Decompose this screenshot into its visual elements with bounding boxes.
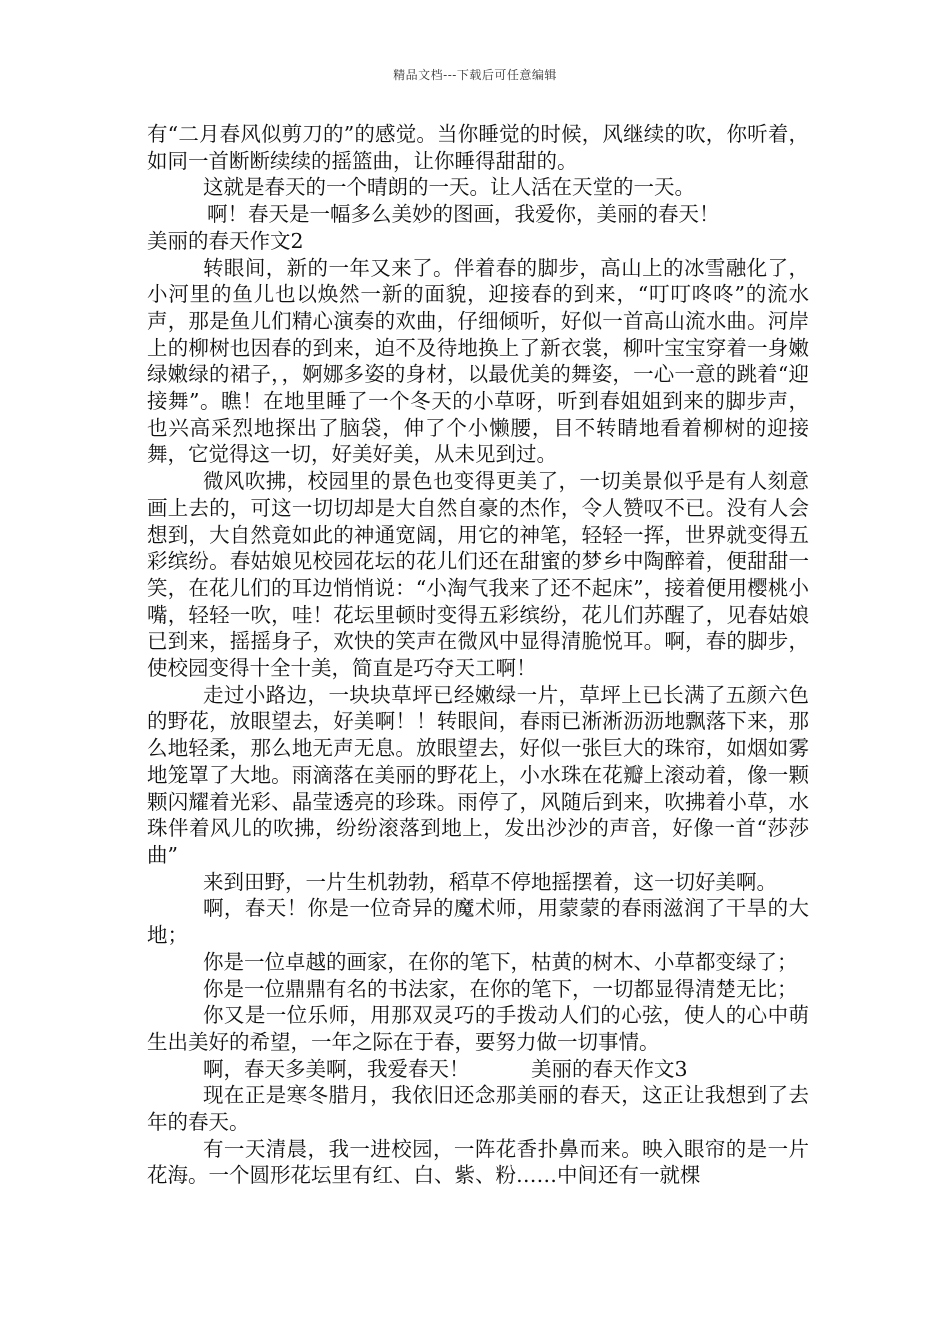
paragraph-musician: 你又是一位乐师，用那双灵巧的手拨动人们的心弦，使人的心中萌生出美好的希望，一年之际在于春，要努力做一切事情。 bbox=[147, 1003, 809, 1054]
paragraph-new-year: 转眼间，新的一年又来了。伴着春的脚步，高山上的冰雪融化了，小河里的鱼儿也以焕然一新的面貌，迎接春的到来，“叮叮咚咚”的流水声，那是鱼儿们精心演奏的欢曲，仔细倾听，好似一首高山流水曲。河岸上的柳树也因春的到来，迫不及待地换上了新衣裳，柳叶宝宝穿着一身嫩绿嫩绿的裙子，，婀娜多姿的身材，以最优美的舞姿，一心一意的跳着“迎接舞”。瞧！在地里睡了一个冬天的小草呀，听到春姐姐到来的脚步声，也兴高采烈地探出了脑袋，伸了个小懒腰，目不转睛地看着柳树的迎接舞，它觉得这一切，好美好美，从未见到过。 bbox=[147, 255, 809, 467]
paragraph-spring-picture: 啊！春天是一幅多么美妙的图画，我爱你，美丽的春天！ bbox=[207, 202, 720, 227]
paragraph-morning-flowers: 有一天清晨，我一进校园，一阵花香扑鼻而来。映入眼帘的是一片花海。一个圆形花坛里有红、白、紫、粉……中间还有一就棵 bbox=[147, 1136, 809, 1188]
essay-title-2: 美丽的春天作文2 bbox=[147, 228, 304, 253]
paragraph-painter: 你是一位卓越的画家，在你的笔下，枯黄的树木、小草都变绿了； bbox=[203, 949, 798, 974]
paragraph-lawn-rain: 走过小路边，一块块草坪已经嫩绿一片，草坪上已长满了五颜六色的野花，放眼望去，好美啊！！转眼间，春雨已淅淅沥沥地飘落下来，那么地轻柔，那么地无声无息。放眼望去，好似一张巨大的珠帘，如烟如雾地笼罩了大地。雨滴落在美丽的野花上，小水珠在花瓣上滚动着，像一颗颗闪耀着光彩、晶莹透亮的珍珠。雨停了，风随后到来，吹拂着小草，水珠伴着风儿的吹拂，纷纷滚落到地上，发出沙沙的声音，好像一首“莎莎曲” bbox=[147, 682, 809, 867]
paragraph-magician: 啊，春天！你是一位奇异的魔术师，用蒙蒙的春雨滋润了干旱的大地； bbox=[147, 896, 809, 948]
paragraph-breeze-campus: 微风吹拂，校园里的景色也变得更美了，一切美景似乎是有人刻意画上去的，可这一切切却是大自然自豪的杰作，令人赞叹不已。没有人会想到，大自然竟如此的神通宽阔，用它的神笔，轻轻一挥，世界就变得五彩缤纷。春姑娘见校园花坛的花儿们还在甜蜜的梦乡中陶醉着，便甜甜一笑，在花儿们的耳边悄悄说：“小淘气我来了还不起床”，接着便用樱桃小嘴，轻轻一吹，哇！花坛里顿时变得五彩缤纷，花儿们苏醒了，见春姑娘已到来，摇摇身子，欢快的笑声在微风中显得清脆悦耳。啊，春的脚步，使校园变得十全十美，简直是巧夺天工啊！ bbox=[147, 469, 809, 681]
paragraph-sunny-day: 这就是春天的一个晴朗的一天。让人活在天堂的一天。 bbox=[203, 175, 695, 200]
paragraph-calligrapher: 你是一位鼎鼎有名的书法家，在你的笔下，一切都显得清楚无比； bbox=[203, 976, 798, 1001]
paragraph-winter-memory: 现在正是寒冬腊月，我依旧还念那美丽的春天，这正让我想到了去年的春天。 bbox=[147, 1083, 809, 1135]
page-header: 精品文档---下载后可任意编辑 bbox=[393, 68, 557, 82]
paragraph-continuation: 有“二月春风似剪刀的”的感觉。当你睡觉的时候，风继续的吹，你听着，如同一首断断续续的摇篮曲，让你睡得甜甜的。 bbox=[147, 122, 809, 173]
document-body bbox=[147, 121, 809, 1189]
paragraph-fields: 来到田野，一片生机勃勃，稻草不停地摇摆着，这一切好美啊。 bbox=[203, 869, 777, 894]
paragraph-love-spring-title-3: 啊，春天多美啊，我爱春天！ 美丽的春天作文3 bbox=[203, 1056, 688, 1081]
